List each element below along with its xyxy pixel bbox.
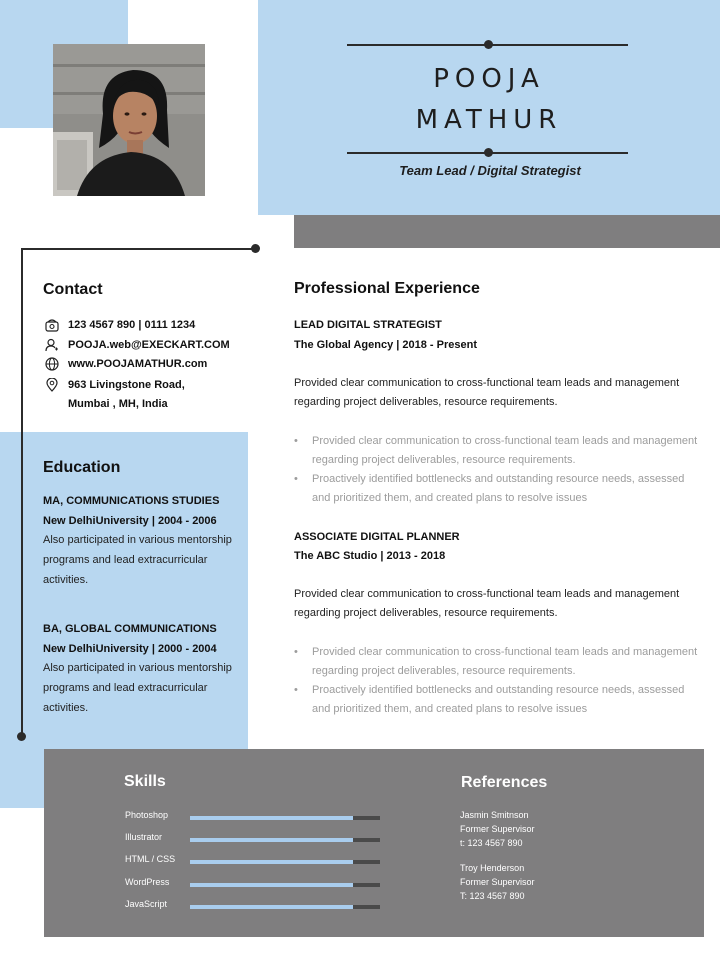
contact-heading: Contact (43, 281, 103, 298)
skill-label: Photoshop (125, 810, 169, 820)
timeline-dot-end (251, 244, 260, 253)
skill-label: JavaScript (125, 899, 168, 909)
education-heading: Education (43, 459, 121, 476)
reference-position: Former Supervisor (460, 824, 535, 834)
skill-row-illustrator (125, 832, 385, 846)
reference-position: Former Supervisor (460, 877, 535, 887)
user-icon (44, 337, 60, 353)
skill-row-photoshop (125, 810, 385, 824)
timeline-top-line (21, 248, 255, 250)
job-org-1: The Global Agency | 2018 - Present (294, 339, 478, 351)
contact-address (44, 377, 185, 393)
profile-photo (53, 44, 205, 196)
contact-address-line1: 963 Livingstone Road, (68, 379, 185, 391)
job-description-1: Provided clear communication to cross-functional team leads and management regarding project deliverables, resource requirements. (294, 377, 680, 408)
contact-website[interactable] (44, 356, 207, 372)
education-degree-1: MA, COMMUNICATIONS STUDIES (43, 495, 220, 507)
skill-track (190, 816, 380, 820)
skills-heading: Skills (124, 773, 166, 790)
skill-row-wordpress (125, 877, 385, 891)
phone-icon (44, 317, 60, 333)
reference-phone: T: 123 4567 890 (460, 891, 525, 901)
skill-label: HTML / CSS (125, 854, 176, 864)
job-org-2: The ABC Studio | 2013 - 2018 (294, 550, 446, 562)
timeline-dot-bottom (17, 732, 26, 741)
skill-level-bar (190, 860, 353, 864)
job-bullets-1 (294, 432, 704, 508)
skill-track (190, 838, 380, 842)
header-dot-top (484, 40, 493, 49)
experience-heading: Professional Experience (294, 280, 480, 297)
reference-1 (460, 808, 535, 850)
job-1-bullet-2: • Proactively identified bottlenecks and outstanding resource needs, assessed and prioritized them, and created plans to resolve issues (294, 470, 704, 508)
reference-name: Jasmin Smitnson (460, 810, 529, 820)
job-title-1: LEAD DIGITAL STRATEGIST (294, 319, 442, 331)
skill-track (190, 905, 380, 909)
skill-level-bar (190, 838, 353, 842)
skill-row-javascript (125, 899, 385, 913)
contact-email[interactable] (44, 337, 230, 353)
education-institution-1: New DelhiUniversity | 2004 - 2006 (43, 515, 217, 527)
skill-level-bar (190, 905, 353, 909)
job-2-bullet-2: • Proactively identified bottlenecks and outstanding resource needs, assessed and prioritized them, and created plans to resolve issues (294, 681, 704, 719)
education-note-2: Also participated in various mentorship programs and lead extracurricular activities. (43, 662, 232, 714)
globe-icon (44, 356, 60, 372)
name-first: POOJA (433, 64, 545, 94)
header-gray-bar (294, 215, 720, 248)
contact-website-text: www.POOJAMATHUR.com (68, 358, 208, 370)
job-1-bullet-1: • Provided clear communication to cross-functional team leads and management regarding project deliverables, resource requirements. (294, 432, 704, 470)
job-role-title: Team Lead / Digital Strategist (399, 163, 581, 178)
reference-2 (460, 861, 535, 903)
job-bullets-2 (294, 643, 704, 719)
reference-phone: t: 123 4567 890 (460, 838, 523, 848)
job-description-2: Provided clear communication to cross-functional team leads and management regarding project deliverables, resource requirements. (294, 588, 680, 619)
contact-address-line2: Mumbai , MH, India (68, 398, 168, 410)
education-note-1: Also participated in various mentorship programs and lead extracurricular activities. (43, 534, 232, 586)
skill-row-html-css (125, 854, 385, 868)
skill-label: Illustrator (125, 832, 163, 842)
references-heading: References (461, 774, 548, 791)
timeline-vertical-line (21, 248, 23, 736)
skill-label: WordPress (125, 877, 170, 887)
education-degree-2: BA, GLOBAL COMMUNICATIONS (43, 623, 217, 635)
education-institution-2: New DelhiUniversity | 2000 - 2004 (43, 643, 217, 655)
skill-track (190, 883, 380, 887)
reference-name: Troy Henderson (460, 863, 525, 873)
contact-phone-text: 123 4567 890 | 0111 1234 (68, 319, 196, 331)
name-last: MATHUR (415, 105, 563, 135)
contact-email-text: POOJA.web@EXECKART.COM (68, 339, 230, 351)
contact-phone (44, 317, 195, 333)
skill-level-bar (190, 883, 353, 887)
skill-track (190, 860, 380, 864)
skill-level-bar (190, 816, 353, 820)
job-title-2: ASSOCIATE DIGITAL PLANNER (294, 531, 460, 543)
job-2-bullet-1: • Provided clear communication to cross-functional team leads and management regarding project deliverables, resource requirements. (294, 643, 704, 681)
location-pin-icon (44, 377, 60, 393)
header-dot-bottom (484, 148, 493, 157)
